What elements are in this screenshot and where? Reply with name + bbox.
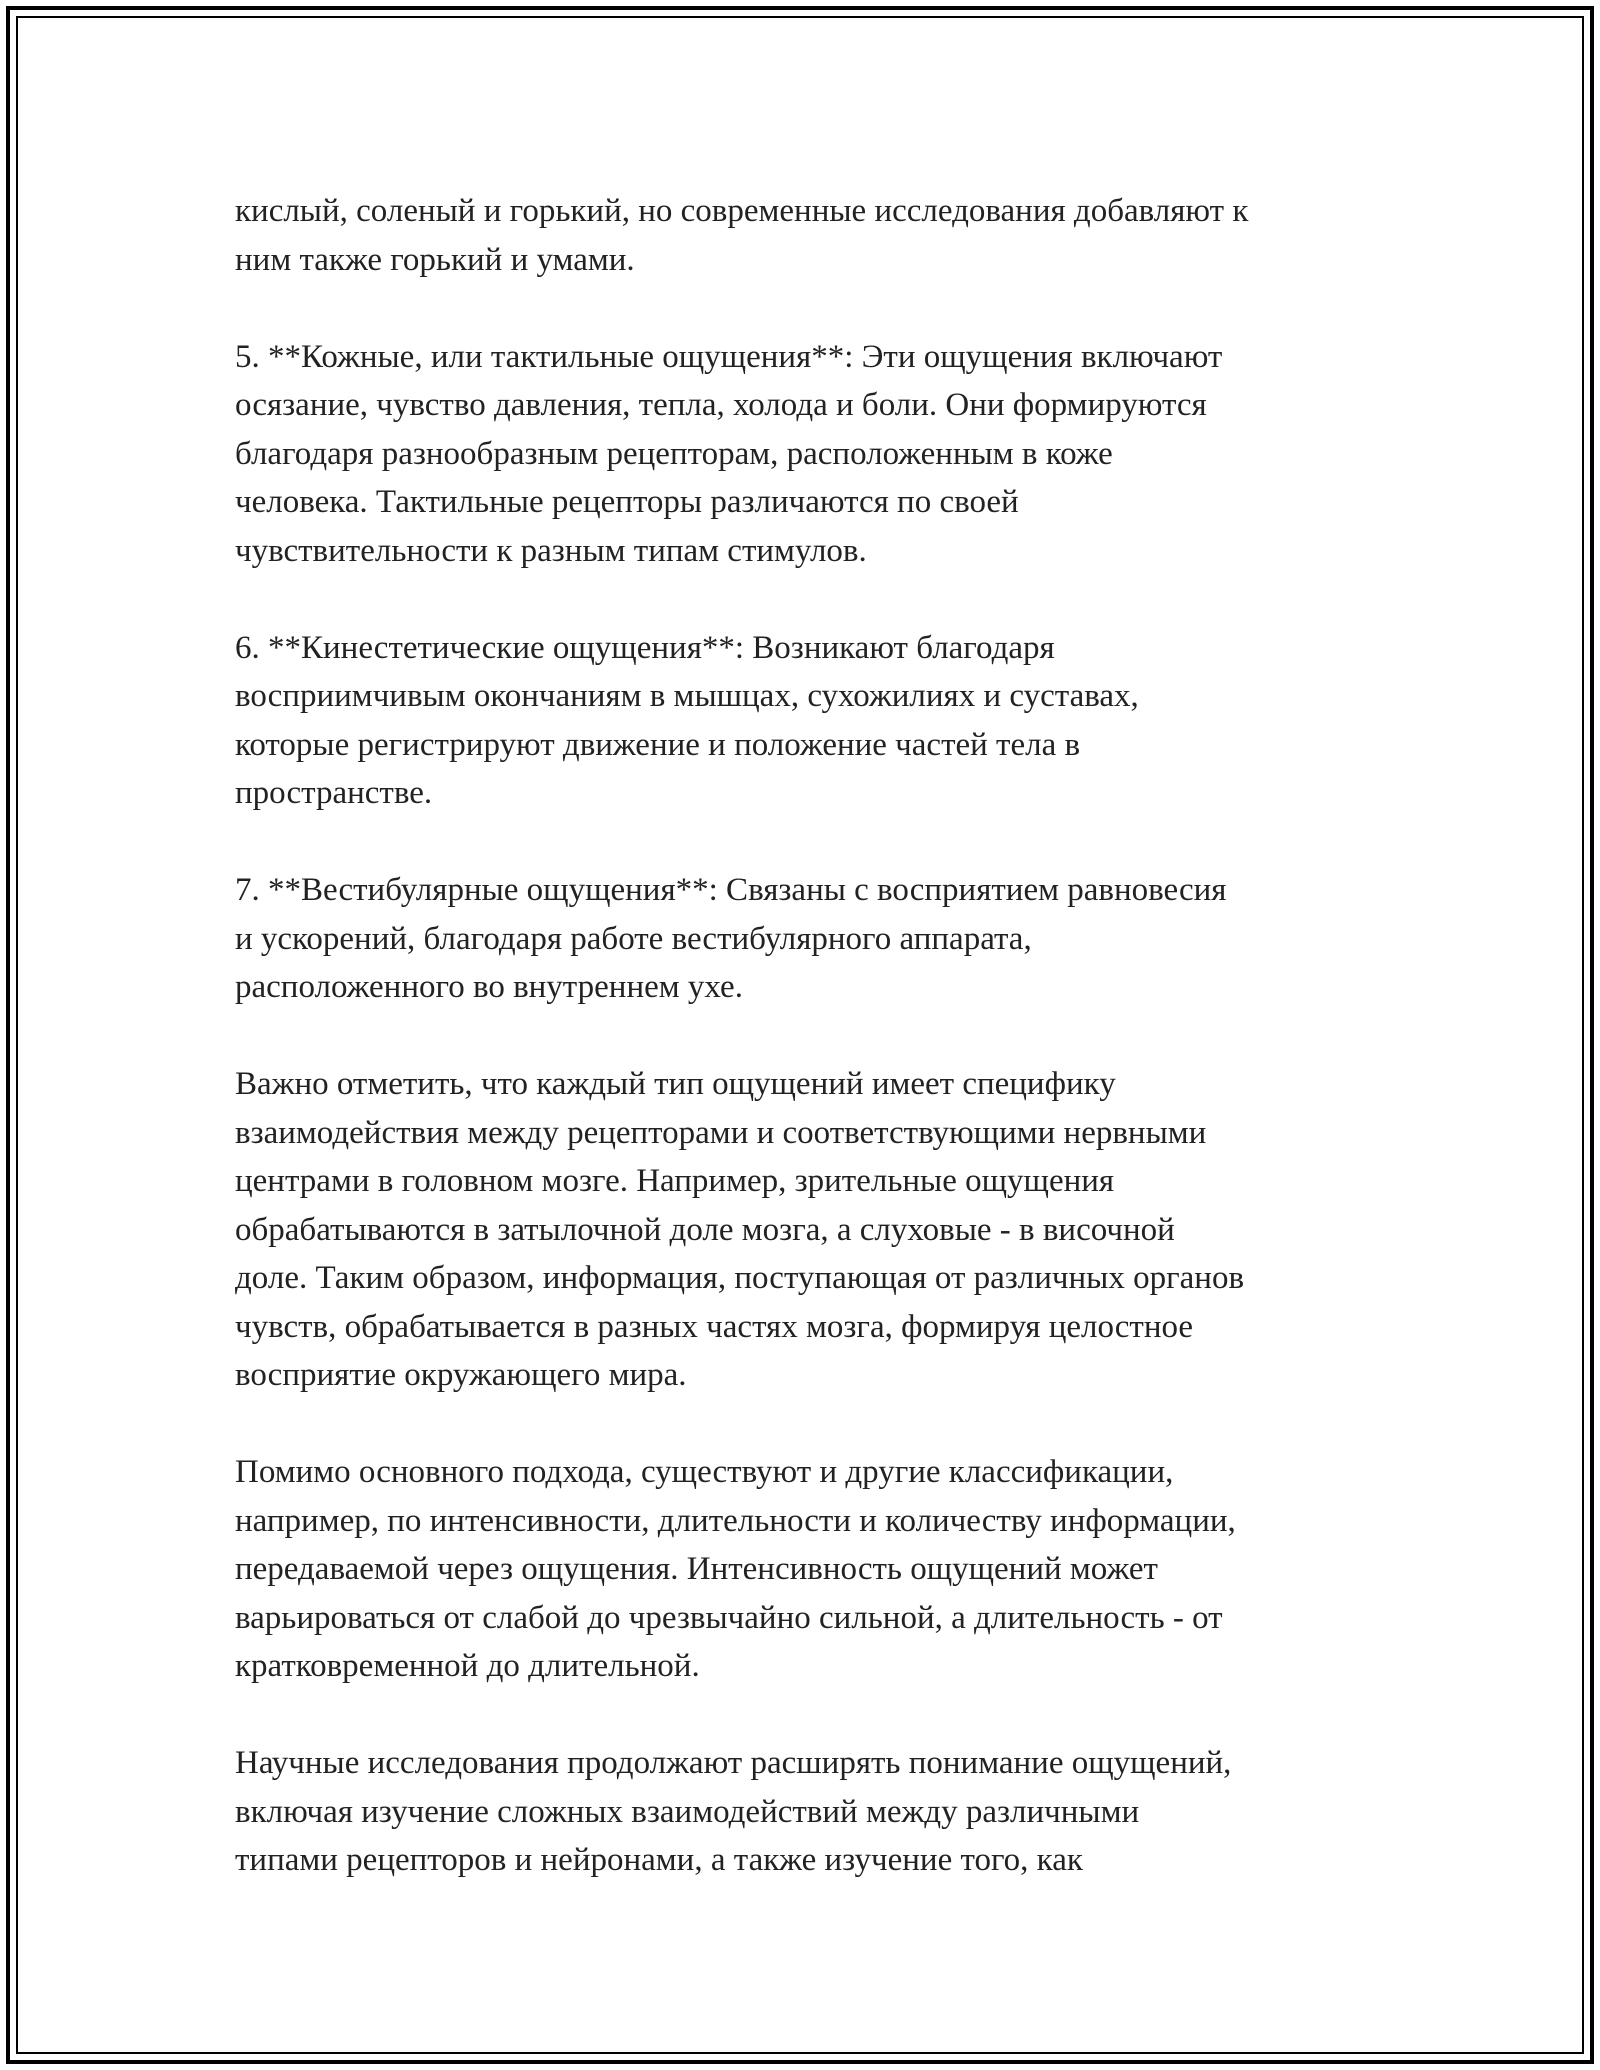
text-line: типами рецепторов и нейронами, а также изучение того, как — [235, 1842, 1083, 1878]
text-line: благодаря разнообразным рецепторам, расположенным в коже — [235, 435, 1113, 472]
paragraph-item-7-vestibular — [235, 866, 1375, 1012]
paragraph-scientific-research — [235, 1739, 1375, 1885]
text-line: взаимодействия между рецепторами и соответствующими нервными — [235, 1114, 1207, 1151]
text-line: Важно отметить, что каждый тип ощущений имеет специфику — [235, 1066, 1116, 1102]
text-line: например, по интенсивности, длительности и количеству информации, — [235, 1502, 1236, 1539]
text-line: восприимчивым окончаниям в мышцах, сухожилиях и суставах, — [235, 678, 1139, 714]
paragraph-brain-processing — [235, 1060, 1375, 1400]
text-line: 7. **Вестибулярные ощущения**: Связаны с восприятием равновесия — [235, 872, 1227, 908]
paragraph-taste-continuation — [235, 187, 1375, 284]
text-line: расположенного во внутреннем ухе. — [235, 969, 743, 1005]
paragraph-other-classifications — [235, 1448, 1375, 1691]
text-line: ним также горький и умами. — [235, 241, 635, 278]
text-line: Научные исследования продолжают расширять понимание ощущений, — [235, 1745, 1232, 1781]
text-line: пространстве. — [235, 775, 433, 811]
text-line: которые регистрируют движение и положение частей тела в — [235, 726, 1081, 763]
text-line: чувствительности к разным типам стимулов. — [235, 532, 867, 569]
text-line: человека. Тактильные рецепторы различаются по своей — [235, 484, 1019, 520]
text-line: кислый, соленый и горький, но современные исследования добавляют к — [235, 193, 1249, 229]
document-body — [235, 187, 1375, 1933]
text-line: осязание, чувство давления, тепла, холода и боли. Они формируются — [235, 387, 1207, 423]
text-line: доле. Таким образом, информация, поступающая от различных органов — [235, 1260, 1245, 1296]
text-line: варьироваться от слабой до чрезвычайно сильной, а длительность - от — [235, 1599, 1223, 1636]
text-line: кратковременной до длительной. — [235, 1648, 700, 1684]
text-line: восприятие окружающего мира. — [235, 1357, 687, 1393]
text-line: Помимо основного подхода, существуют и другие классификации, — [235, 1454, 1174, 1490]
text-line: обрабатываются в затылочной доле мозга, а слуховые - в височной — [235, 1211, 1175, 1248]
paragraph-item-5-skin — [235, 333, 1375, 576]
text-line: 6. **Кинестетические ощущения**: Возникают благодаря — [235, 629, 1055, 666]
text-line: и ускорений, благодаря работе вестибулярного аппарата, — [235, 920, 1032, 957]
text-line: чувств, обрабатывается в разных частях мозга, формируя целостное — [235, 1308, 1194, 1345]
text-line: передаваемой через ощущения. Интенсивность ощущений может — [235, 1551, 1158, 1587]
text-line: 5. **Кожные, или тактильные ощущения**: Эти ощущения включают — [235, 338, 1223, 375]
text-line: включая изучение сложных взаимодействий между различными — [235, 1793, 1140, 1830]
paragraph-item-6-kinesthetic — [235, 624, 1375, 818]
text-line: центрами в головном мозге. Например, зрительные ощущения — [235, 1163, 1115, 1199]
